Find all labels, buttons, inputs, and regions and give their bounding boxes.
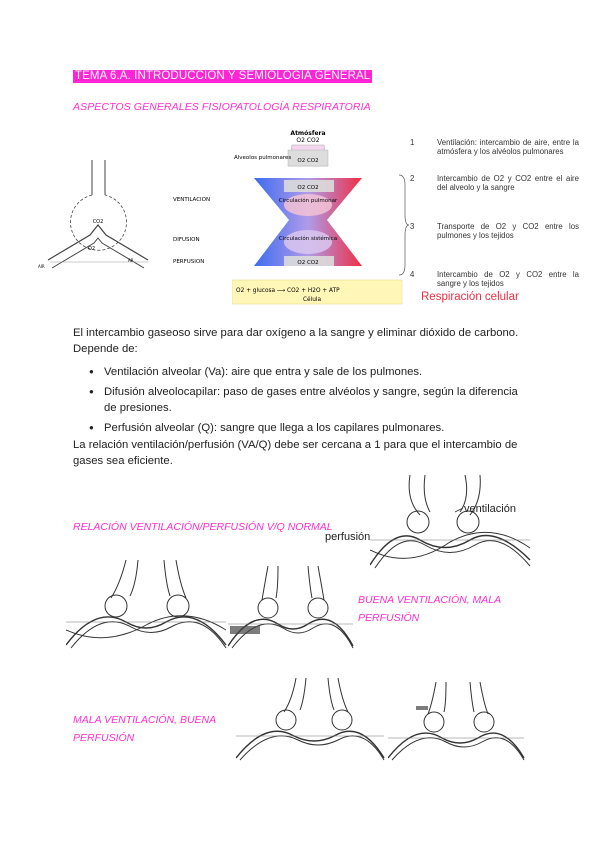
small-o2-label: O2 — [88, 246, 96, 252]
small-co2-label: CO2 — [92, 219, 104, 225]
alveolar-gases: O2 CO2 — [297, 185, 319, 191]
ratio-paragraph: La relación ventilación/perfusión (VA/Q) debe ser cercana a 1 para que el intercambio de gases sea eficiente. — [73, 439, 518, 467]
atmosphere-gases: O2 CO2 — [296, 137, 320, 144]
vq-diagram-normal-3 — [236, 678, 386, 762]
step-1 — [410, 138, 579, 156]
heading-bad-vent-good-perf: MALA VENTILACIÓN, BUENA PERFUSIÓN — [73, 714, 216, 744]
step-2-num: 2 — [410, 174, 415, 183]
step-2-text: Intercambio de O2 y CO2 entre el aire del alveolo y la sangre — [437, 174, 579, 192]
label-ventilacion: VENTILACION — [173, 197, 211, 203]
circ-sistemica-label: Circulación sistémica — [278, 236, 338, 242]
vq-diagram-normal-2 — [66, 560, 231, 650]
vq-diagram-bad-vent — [388, 682, 528, 762]
step-3 — [410, 222, 579, 240]
atmosphere-label: Atmósfera — [290, 130, 326, 137]
label-difusion: DIFUSION — [173, 237, 200, 243]
bullet-item: ● Difusión alveolocapilar: paso de gases entre alvéolos y sangre, según la diferencia de presiones. — [89, 384, 529, 416]
intro-paragraph: El intercambio gaseoso sirve para dar oxígeno a la sangre y eliminar dióxido de carbono. Depende de: — [73, 327, 519, 355]
right-bracket — [397, 135, 409, 285]
pulmonary-gases: O2 CO2 — [297, 158, 319, 164]
alveolos-label: Alveolos pulmonares — [234, 155, 292, 161]
gas-exchange-diagram — [232, 128, 404, 306]
step-4-num: 4 — [410, 270, 415, 279]
step-4 — [410, 270, 579, 288]
vq-diagram-good-vent — [228, 566, 358, 650]
respiration-equation: O2 + glucosa ⟶ CO2 + H2O + ATP — [236, 288, 340, 294]
vq-normal-diagram — [370, 470, 540, 570]
respiracion-celular-label: Respiración celular — [421, 291, 519, 303]
lung-schematic-left — [30, 150, 220, 275]
small-air-label: AIR — [38, 264, 45, 269]
step-3-text: Transporte de O2 y CO2 entre los pulmones y los tejidos — [437, 222, 579, 240]
page-title: TEMA 6.A. INTRODUCCION Y SEMIOLOGIA GENERAL — [75, 70, 371, 82]
bullet-list — [89, 364, 529, 440]
label-perfusion-diagram: perfusión — [325, 531, 371, 543]
step-3-num: 3 — [410, 222, 415, 231]
circ-pulmonar-label: Circulación pulmonar — [278, 198, 338, 204]
section-subtitle: ASPECTOS GENERALES FISIOPATOLOGÍA RESPIRATORIA — [73, 101, 371, 113]
step-1-text: Ventilación: intercambio de aire, entre la atmósfera y los alvéolos pulmonares — [437, 138, 579, 156]
celula-label: Célula — [302, 297, 322, 303]
label-perfusion: PERFUSION — [173, 259, 205, 265]
step-2 — [410, 174, 579, 192]
bullet-item: ● Ventilación alveolar (Va): aire que entra y sale de los pulmones. — [89, 364, 529, 380]
label-ventilacion-diagram: ventilación — [464, 503, 516, 515]
step-4-text: Intercambio de O2 y CO2 entre la sangre y los tejidos — [437, 270, 579, 288]
step-1-num: 1 — [410, 138, 415, 147]
heading-good-vent-bad-perf: BUENA VENTILACIÓN, MALA PERFUSIÓN — [358, 594, 501, 624]
bullet-item: ● Perfusión alveolar (Q): sangre que llega a los capilares pulmonares. — [89, 420, 529, 436]
tissue-gases: O2 CO2 — [297, 260, 319, 266]
heading-vq-normal: RELACIÓN VENTILACIÓN/PERFUSIÓN V/Q NORMAL — [73, 521, 333, 533]
small-ap-label: AP — [128, 258, 134, 263]
